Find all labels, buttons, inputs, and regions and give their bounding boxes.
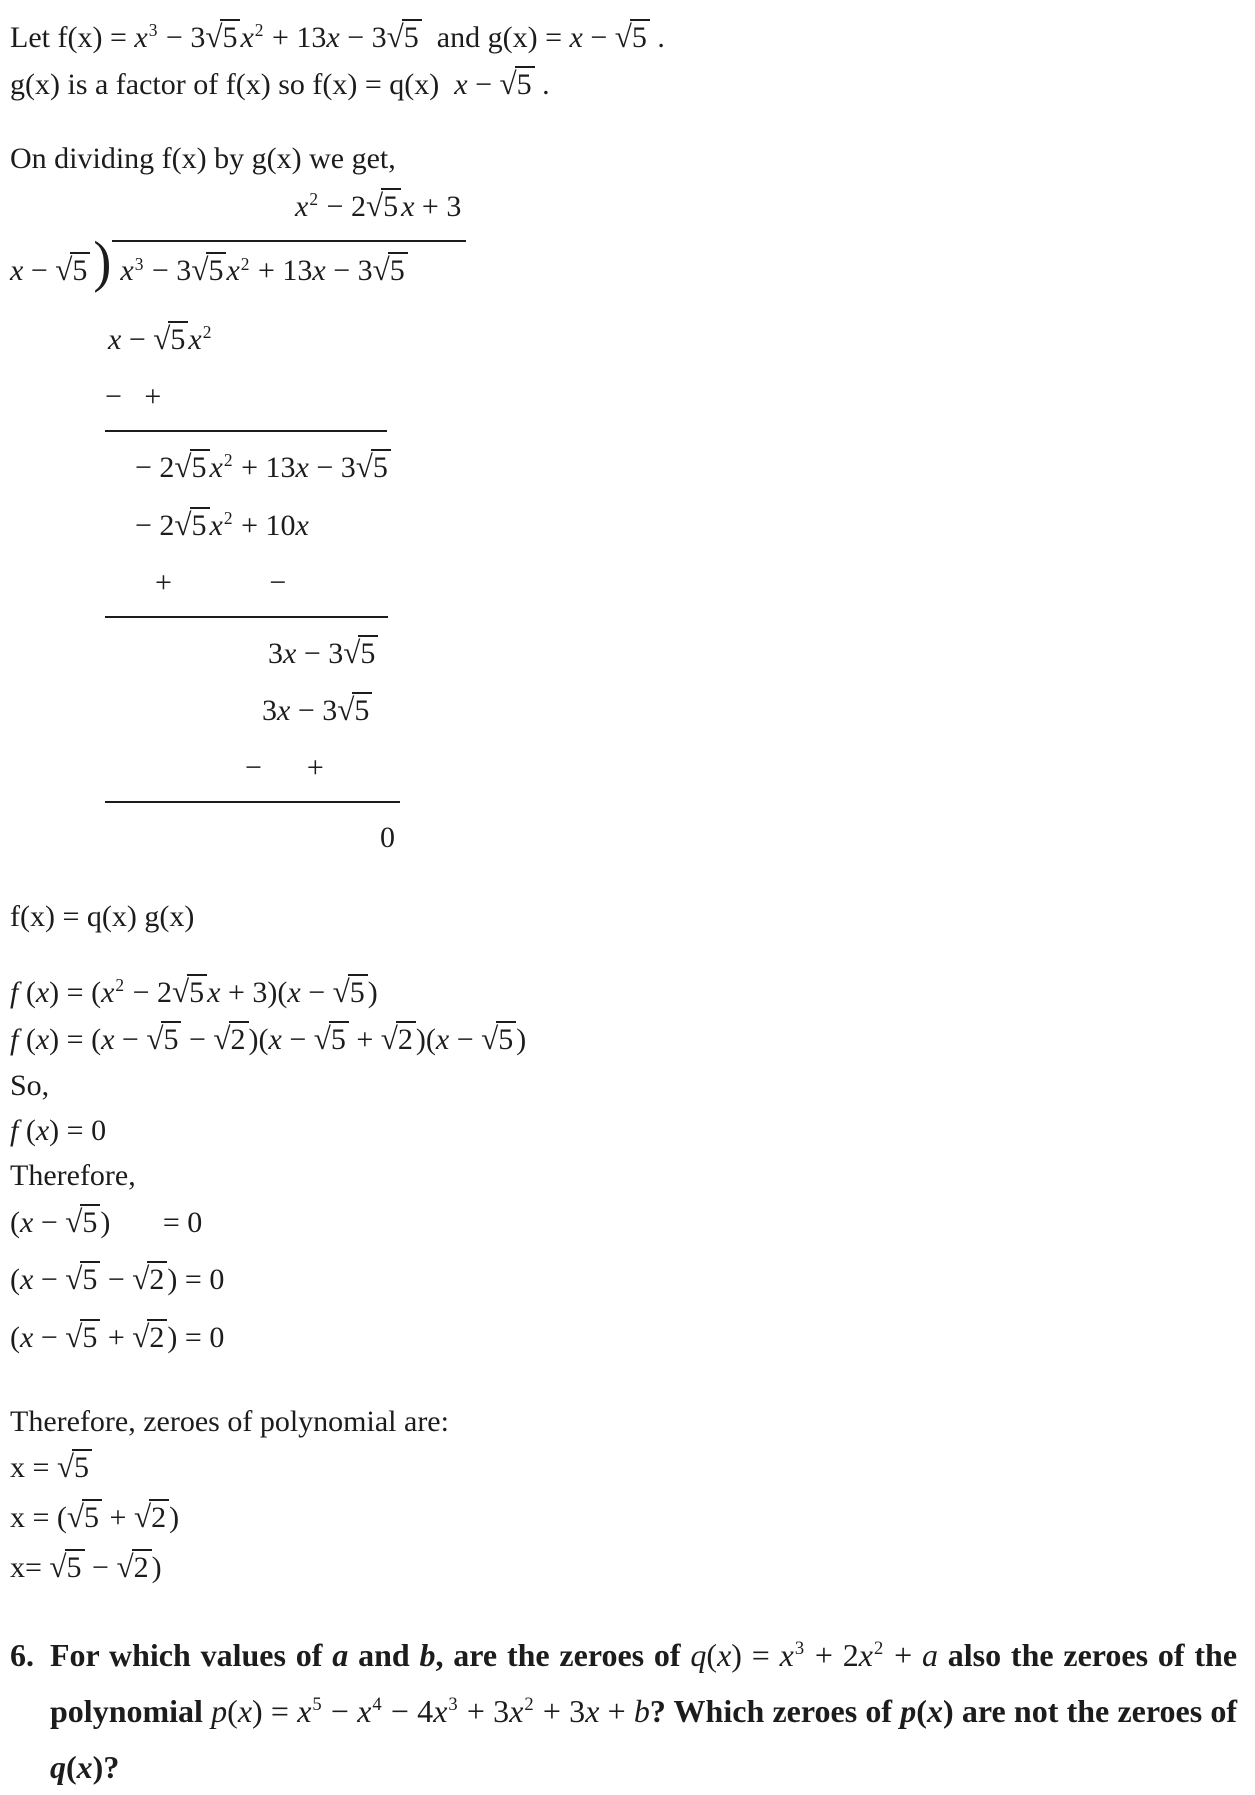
division-quotient: $x^2 - 2√5$ x + 3	[295, 187, 462, 223]
zero-values	[10, 1444, 1237, 1590]
zero-value-2: x = (√5 + √2 )	[10, 1499, 180, 1535]
root-equations	[10, 1198, 1237, 1362]
therefore-label: Therefore,	[10, 1158, 136, 1192]
root-equation-2: (x − √5 − √2 ) = 0	[10, 1261, 225, 1297]
division-remainder: 0	[380, 821, 395, 855]
division-rule-1	[105, 430, 387, 432]
division-rule-3	[105, 801, 400, 803]
question-6-text: For which values of a and b, are the zeroes of $q(x) = x^3 + 2x^2 + a$ also the zeroes of the polynomial $p(x) = x^5 - x^4 - 4x^3 + 3x^2 + 3x + b$? Which zeroes of p(x) are not the zeroes of q(x)?	[50, 1636, 1238, 1785]
dividing-statement: On dividing f(x) by g(x) we get,	[10, 141, 396, 175]
factored-equation-2: f (x) = (x − √5 − √2 )(x − √5 + √2 )(x − √5 )	[10, 1020, 527, 1056]
division-dividend: $x^3 - 3√5$ $x^2 + 13x - 3√5$	[112, 240, 465, 294]
division-sign-row-3: − +	[245, 751, 324, 785]
division-divisor-dividend-row	[10, 230, 1237, 305]
question-6	[10, 1627, 1237, 1795]
division-step-1: x − √5 $x^2$	[108, 321, 212, 357]
intro-line-2: g(x) is a factor of f(x) so f(x) = q(x) x − √5 .	[10, 65, 550, 101]
root-equation-1: (x − √5 ) = 0	[10, 1203, 203, 1239]
division-rule-2	[105, 616, 388, 618]
division-bracket: )	[93, 230, 112, 294]
division-step-3: − 2√5 $x^2 + 10x$	[135, 506, 309, 542]
division-sign-row-2: + −	[155, 565, 287, 599]
zero-value-1: x = √5	[10, 1444, 1237, 1491]
so-label: So,	[10, 1068, 50, 1102]
fx-equals-zero: f (x) = 0	[10, 1113, 107, 1147]
division-sign-row-1: − +	[105, 379, 162, 413]
intro-line-1: Let $f(x) = x^3 - 3√5$ $x^2 + 13x - 3√5$ and g(x) = x − √5 .	[10, 19, 665, 54]
root-equation-3: (x − √5 + √2 ) = 0	[10, 1318, 225, 1354]
division-divisor: x − √5	[10, 247, 90, 294]
identity-equation: f(x) = q(x) g(x)	[10, 900, 195, 934]
division-step-2: − 2√5 $x^2 + 13x - 3√5$	[135, 444, 1237, 491]
zero-value-3: x= √5 − √2 )	[10, 1548, 162, 1584]
division-step-4: 3x − 3√5	[268, 630, 1237, 677]
zeroes-heading: Therefore, zeroes of polynomial are:	[10, 1405, 449, 1439]
question-6-number: 6.	[10, 1636, 34, 1673]
division-step-5: 3x − 3√5	[262, 687, 1237, 734]
long-division	[10, 183, 1237, 861]
math-solution-page	[10, 14, 1237, 1795]
factored-equation-1: f $(x) = (x^2 - 2√5$ x + 3)(x − √5 )	[10, 974, 378, 1010]
